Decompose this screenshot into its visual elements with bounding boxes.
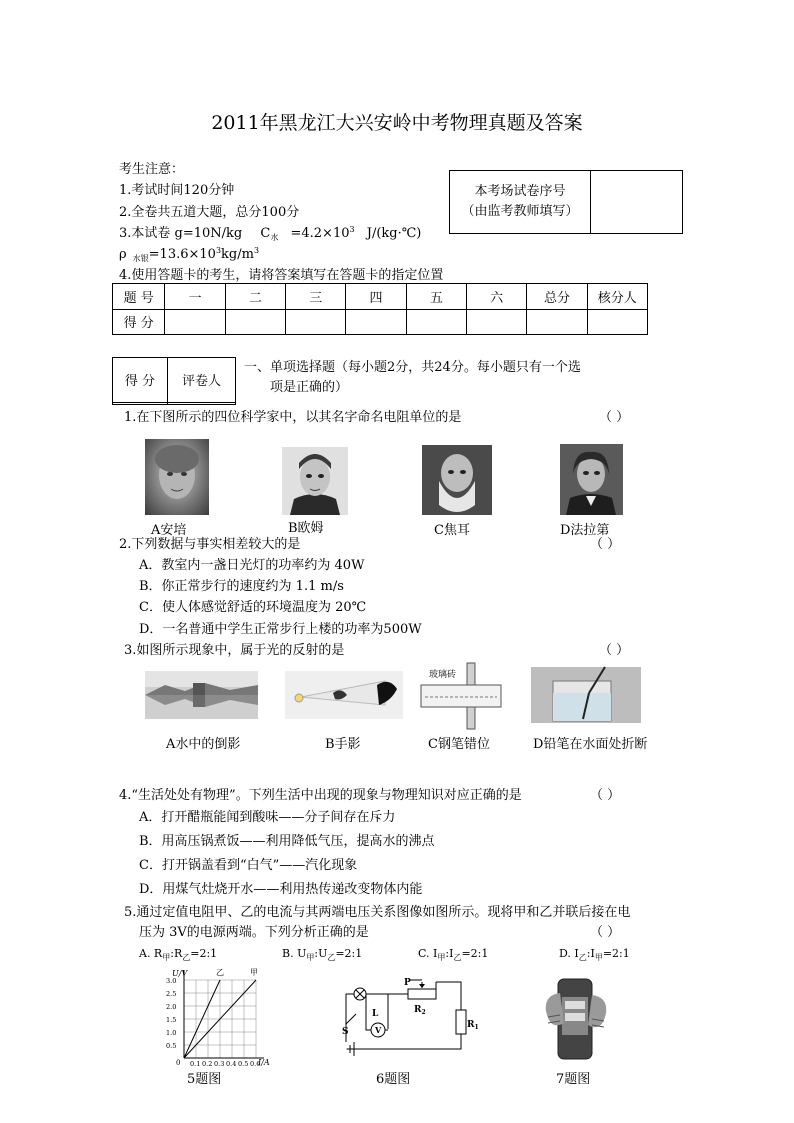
fig5-xtick-label: 0.2 [202,1060,213,1068]
q3-image-pencil-drawing [531,667,641,723]
page-title: 2011年黑龙江大兴安岭中考物理真题及答案 [211,112,583,134]
score-table-header [113,284,648,310]
q2-option-a: A．教室内一盏日光灯的功率约为 40W [139,558,365,573]
q3-option-c: C钢笔错位 [428,737,490,752]
fig5-xticks [190,1060,260,1068]
notice-line3: 3.本试卷 g=10N/kg $C_水 =4.2\times 10^3$ J/(kg·℃) [119,225,422,242]
score-header-cell: 六 [466,284,526,310]
q5-option-d: D. $I_乙:I_甲=2:1$ [559,947,630,962]
q2-text: 2.下列数据与事实相差较大的是 [119,537,301,552]
fig5-label-yi: 乙 [216,968,224,977]
glass-label: 玻璃砖 [429,670,457,680]
fig7-image-drawing [540,971,612,1063]
fig5-ytick-label: 3.0 [166,977,177,985]
score-cell [286,309,346,335]
fig6-circuit [326,974,479,1056]
section1-score-label: 得 分 [113,358,168,403]
fig6-resistor-r2 [408,989,436,999]
fig6-label-s: S [342,1027,349,1037]
fig5-xtick-label: 0.3 [214,1060,225,1068]
fig6-label-r1: $R_1$ [467,1020,479,1031]
q1-option-b: B欧姆 [288,521,324,536]
q1-option-c: C焦耳 [434,523,470,538]
fig5-label-jia: 甲 [250,968,258,977]
fig5-xtick-label: 0.6 [250,1060,261,1068]
portrait-faraday [560,444,623,515]
notice-heading: 考生注意： [119,162,185,177]
fig6-voltmeter-wire-left [366,994,371,1030]
q5-option-c: C. $I_甲:I_乙=2:1$ [418,947,489,962]
q3-option-a: A水中的倒影 [166,737,241,752]
q2-option-c: C．使人体感觉舒适的环境温度为 20℃ [139,600,367,615]
section1-grader-label: 评卷人 [168,358,236,403]
q1-text: 1.在下图所示的四位科学家中，以其名字命名电阻单位的是 [124,410,462,425]
fig5-xlabel: I/A [258,1058,270,1067]
portrait-ohm-figure [282,447,348,515]
fig6-slider-arrow [419,984,425,988]
fig5-ytick-label: 1.0 [166,1029,177,1037]
section1-grader-value [168,402,236,404]
portrait-joule-figure [422,445,492,515]
q5-text-line2: 压为 3V的电源两端。下列分析正确的是 [139,925,369,940]
section1-title-line2: 项是正确的） [270,380,349,395]
score-table-row [113,309,648,335]
score-table [112,283,648,335]
fig6-switch-blade [346,1014,356,1024]
score-header-cell: 二 [225,284,285,310]
q1-option-d: D法拉第 [560,523,610,538]
fig5-xtick-label: 0.4 [226,1060,237,1068]
q4-option-c: C．打开锅盖看到“白气”——汽化现象 [139,858,358,873]
fig5-caption: 5题图 [187,1072,222,1087]
q2-option-b: B．你正常步行的速度约为 1.1 m/s [139,579,344,594]
score-cell [527,309,587,335]
fig6-resistor-r1 [456,1010,466,1034]
score-cell [466,309,526,335]
portrait-joule [422,445,492,515]
q3-image-pencil [531,667,641,723]
q5-option-b: B. $U_甲:U_乙=2:1$ [282,947,363,962]
q4-option-d: D．用煤气灶烧开水——利用热传递改变物体内能 [139,882,423,897]
q2-option-d: D．一名普通中学生正常步行上楼的功率为500W [139,622,422,637]
portrait-ohm [282,447,348,515]
q4-option-b: B．用高压锅煮饭——利用降低气压，提高水的沸点 [139,834,435,849]
q4-text: 4.“生活处处有物理”。下列生活中出现的现象与物理知识对应正确的是 [119,788,522,803]
notice-line1: 1.考试时间120分钟 [119,183,235,198]
fig5-ytick-label: 2.0 [166,1003,177,1011]
fig5-ylabel: U/V [172,969,188,978]
q3-option-b: B手影 [325,737,361,752]
q1-option-a: A安培 [151,523,187,538]
q3-image-shadow-drawing [285,671,403,719]
fig5-xtick-label: 0.5 [238,1060,249,1068]
fig7-image [540,971,612,1063]
serial-label: 本考场试卷序号 （由监考教师填写） [450,171,591,234]
score-header-cell: 核分人 [587,284,647,310]
q3-image-pen-drawing [417,663,513,729]
q3-text: 3.如图所示现象中，属于光的反射的是 [124,643,345,658]
score-cell [587,309,647,335]
fig6-label-v: V [375,1025,382,1035]
fig7-caption: 7题图 [556,1072,591,1087]
q5-option-a: A. $R_甲:R_乙=2:1$ [139,947,218,962]
section1-title-line1: 一、单项选择题（每小题2分，共24分。每小题只有一个选 [244,360,581,375]
q3-image-reflection [145,671,258,719]
fig6-label-r2: $R_2$ [414,1005,426,1016]
score-cell [346,309,406,335]
fig6-caption: 6题图 [376,1072,411,1087]
portrait-ampere-figure [145,439,209,515]
serial-box [449,170,683,234]
q4-answer-paren: （ ） [590,788,621,803]
score-cell [165,309,225,335]
fig5-graph [158,966,270,1066]
score-header-cell: 五 [406,284,466,310]
score-header-cell: 一 [165,284,225,310]
portrait-faraday-figure [560,444,623,515]
q3-answer-paren: （ ） [599,643,630,658]
q5-text-line1: 5.通过定值电阻甲、乙的电流与其两端电压关系图像如图所示。现将甲和乙并联后接在电 [124,905,631,920]
q3-image-shadow [285,671,403,719]
fig5-yticks [166,977,176,1050]
notice-line4: ρ $_{水银}=13.6\times 10^3kg/m^3$ [119,246,260,263]
portrait-ampere [145,439,209,515]
score-header-cell: 三 [286,284,346,310]
serial-value [591,171,683,234]
q3-option-d: D铅笔在水面处折断 [533,737,648,752]
fig5-xtick-label: 0.1 [190,1060,201,1068]
fig6-label-p: P [404,978,411,988]
fig5-ytick-label: 1.5 [166,1016,177,1024]
q5-answer-paren: （ ） [590,925,621,940]
section1-grader-box [112,357,236,405]
section1-score-value [113,402,168,404]
score-header-cell: 总分 [527,284,587,310]
q1-answer-paren: （ ） [599,410,630,425]
q3-image-pen [417,663,513,729]
score-header-cell: 四 [346,284,406,310]
score-header-label: 题 号 [113,284,165,310]
fig5-ytick-label: 0.5 [166,1042,177,1050]
score-row-label: 得 分 [113,309,165,335]
score-cell [225,309,285,335]
score-cell [406,309,466,335]
notice-line5: 4.使用答题卡的考生，请将答案填写在答题卡的指定位置 [119,268,444,283]
notice-line2: 2.全卷共五道大题，总分100分 [119,205,300,220]
fig5-origin: 0 [176,1059,181,1067]
fig5-ytick-label: 2.5 [166,990,177,998]
q2-answer-paren: （ ） [590,537,621,552]
q3-image-reflection-drawing [145,671,258,719]
fig6-label-l: L [372,1009,379,1019]
q4-option-a: A．打开醋瓶能闻到酸味——分子间存在斥力 [139,810,396,825]
